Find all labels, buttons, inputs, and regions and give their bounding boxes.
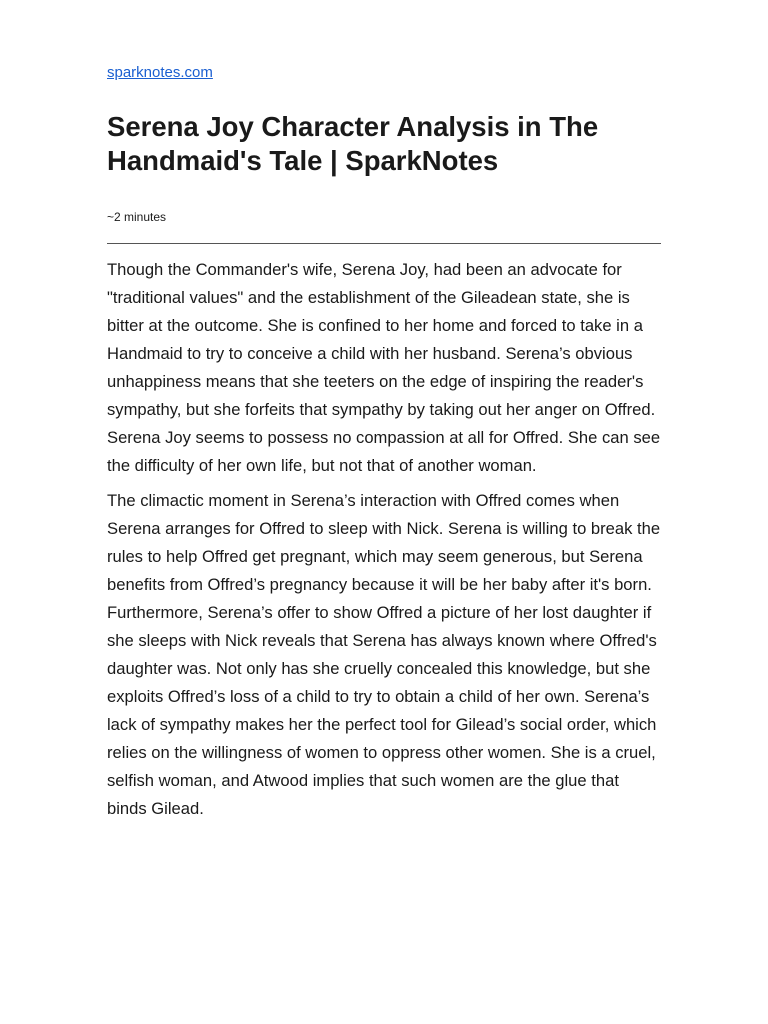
source-link[interactable]: sparknotes.com: [107, 64, 213, 81]
article-title: Serena Joy Character Analysis in The Handmaid's Tale | SparkNotes: [107, 111, 599, 176]
divider: [107, 243, 661, 244]
paragraph-2: The climactic moment in Serena’s interaction with Offred comes when Serena arranges for Offred to sleep with Nick. Serena is willing to break the rules to help Offred get pregnant, which may seem generous, but Serena benefits from Offred’s pregnancy because it will be her baby after it's born. Furthermore, Serena’s offer to show Offred a picture of her lost daughter if she sleeps with Nick reveals that Serena has always known where Offred's daughter was. Not only has she cruelly concealed this knowledge, but she exploits Offred’s loss of a child to try to obtain a child of her own. Serena’s lack of sympathy makes her the perfect tool for Gilead’s social order, which relies on the willingness of women to oppress other women. She is a cruel, selfish woman, and Atwood implies that such women are the glue that binds Gilead.: [107, 491, 661, 818]
reading-time: ~2 minutes: [107, 210, 167, 224]
paragraph-1: Though the Commander's wife, Serena Joy, had been an advocate for "traditional values" and the establishment of the Gileadean state, she is bitter at the outcome. She is confined to her home and forced to take in a Handmaid to try to conceive a child with her husband. Serena’s obvious unhappiness means that she teeters on the edge of inspiring the reader's sympathy, but she forfeits that sympathy by taking out her anger on Offred. Serena Joy seems to possess no compassion at all for Offred. She can see the difficulty of her own life, but not that of another woman.: [107, 260, 661, 475]
article-body: [107, 256, 663, 823]
